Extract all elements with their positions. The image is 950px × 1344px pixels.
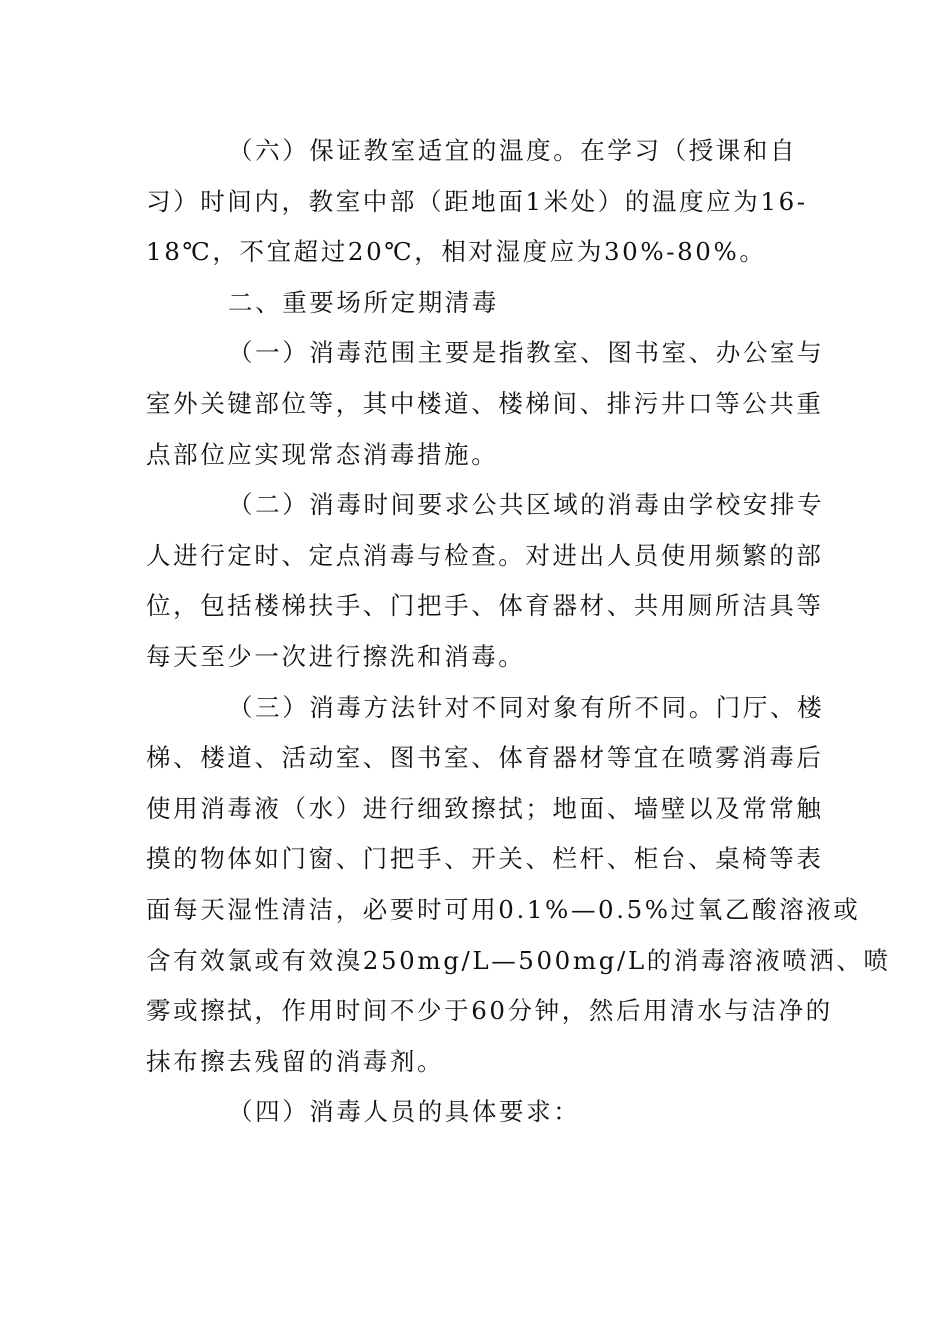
paragraph-line: 使用消毒液（水）进行细致擦拭；地面、墙壁以及常常触 xyxy=(146,793,824,823)
paragraph-line: 梯、楼道、活动室、图书室、体育器材等宜在喷雾消毒后 xyxy=(146,743,824,773)
paragraph-line: （一）消毒范围主要是指教室、图书室、办公室与 xyxy=(228,338,825,368)
paragraph-line: 面每天湿性清洁，必要时可用0.1%—0.5%过氧乙酸溶液或 xyxy=(146,894,861,924)
paragraph-line: （四）消毒人员的具体要求： xyxy=(228,1097,581,1127)
paragraph-line: 人进行定时、定点消毒与检查。对进出人员使用频繁的部 xyxy=(146,540,824,570)
paragraph-line: （六）保证教室适宜的温度。在学习（授课和自 xyxy=(228,136,798,165)
paragraph-line: 习）时间内，教室中部（距地面1米处）的温度应为16- xyxy=(146,186,808,216)
paragraph-line: 抹布擦去残留的消毒剂。 xyxy=(146,1046,445,1076)
paragraph-line: 每天至少一次进行擦洗和消毒。 xyxy=(146,641,526,671)
document-body xyxy=(146,126,891,1138)
paragraph-line: 位，包括楼梯扶手、门把手、体育器材、共用厕所洁具等 xyxy=(146,591,824,621)
paragraph-line: 室外关键部位等，其中楼道、楼梯间、排污井口等公共重 xyxy=(146,388,824,418)
section-heading: 二、重要场所定期清毒 xyxy=(228,287,499,317)
paragraph-line: 雾或擦拭，作用时间不少于60分钟，然后用清水与洁净的 xyxy=(146,996,833,1026)
paragraph-line: 摸的物体如门窗、门把手、开关、栏杆、柜台、桌椅等表 xyxy=(146,844,824,874)
paragraph-line: 18℃，不宜超过20℃，相对湿度应为30%-80%。 xyxy=(146,237,767,267)
paragraph-line: 含有效氯或有效溴250mg/L—500mg/L的消毒溶液喷洒、喷 xyxy=(146,945,891,975)
paragraph-line: （二）消毒时间要求公共区域的消毒由学校安排专 xyxy=(228,490,825,520)
paragraph-line: 点部位应实现常态消毒措施。 xyxy=(146,439,499,469)
paragraph-line: （三）消毒方法针对不同对象有所不同。门厅、楼 xyxy=(228,692,825,722)
